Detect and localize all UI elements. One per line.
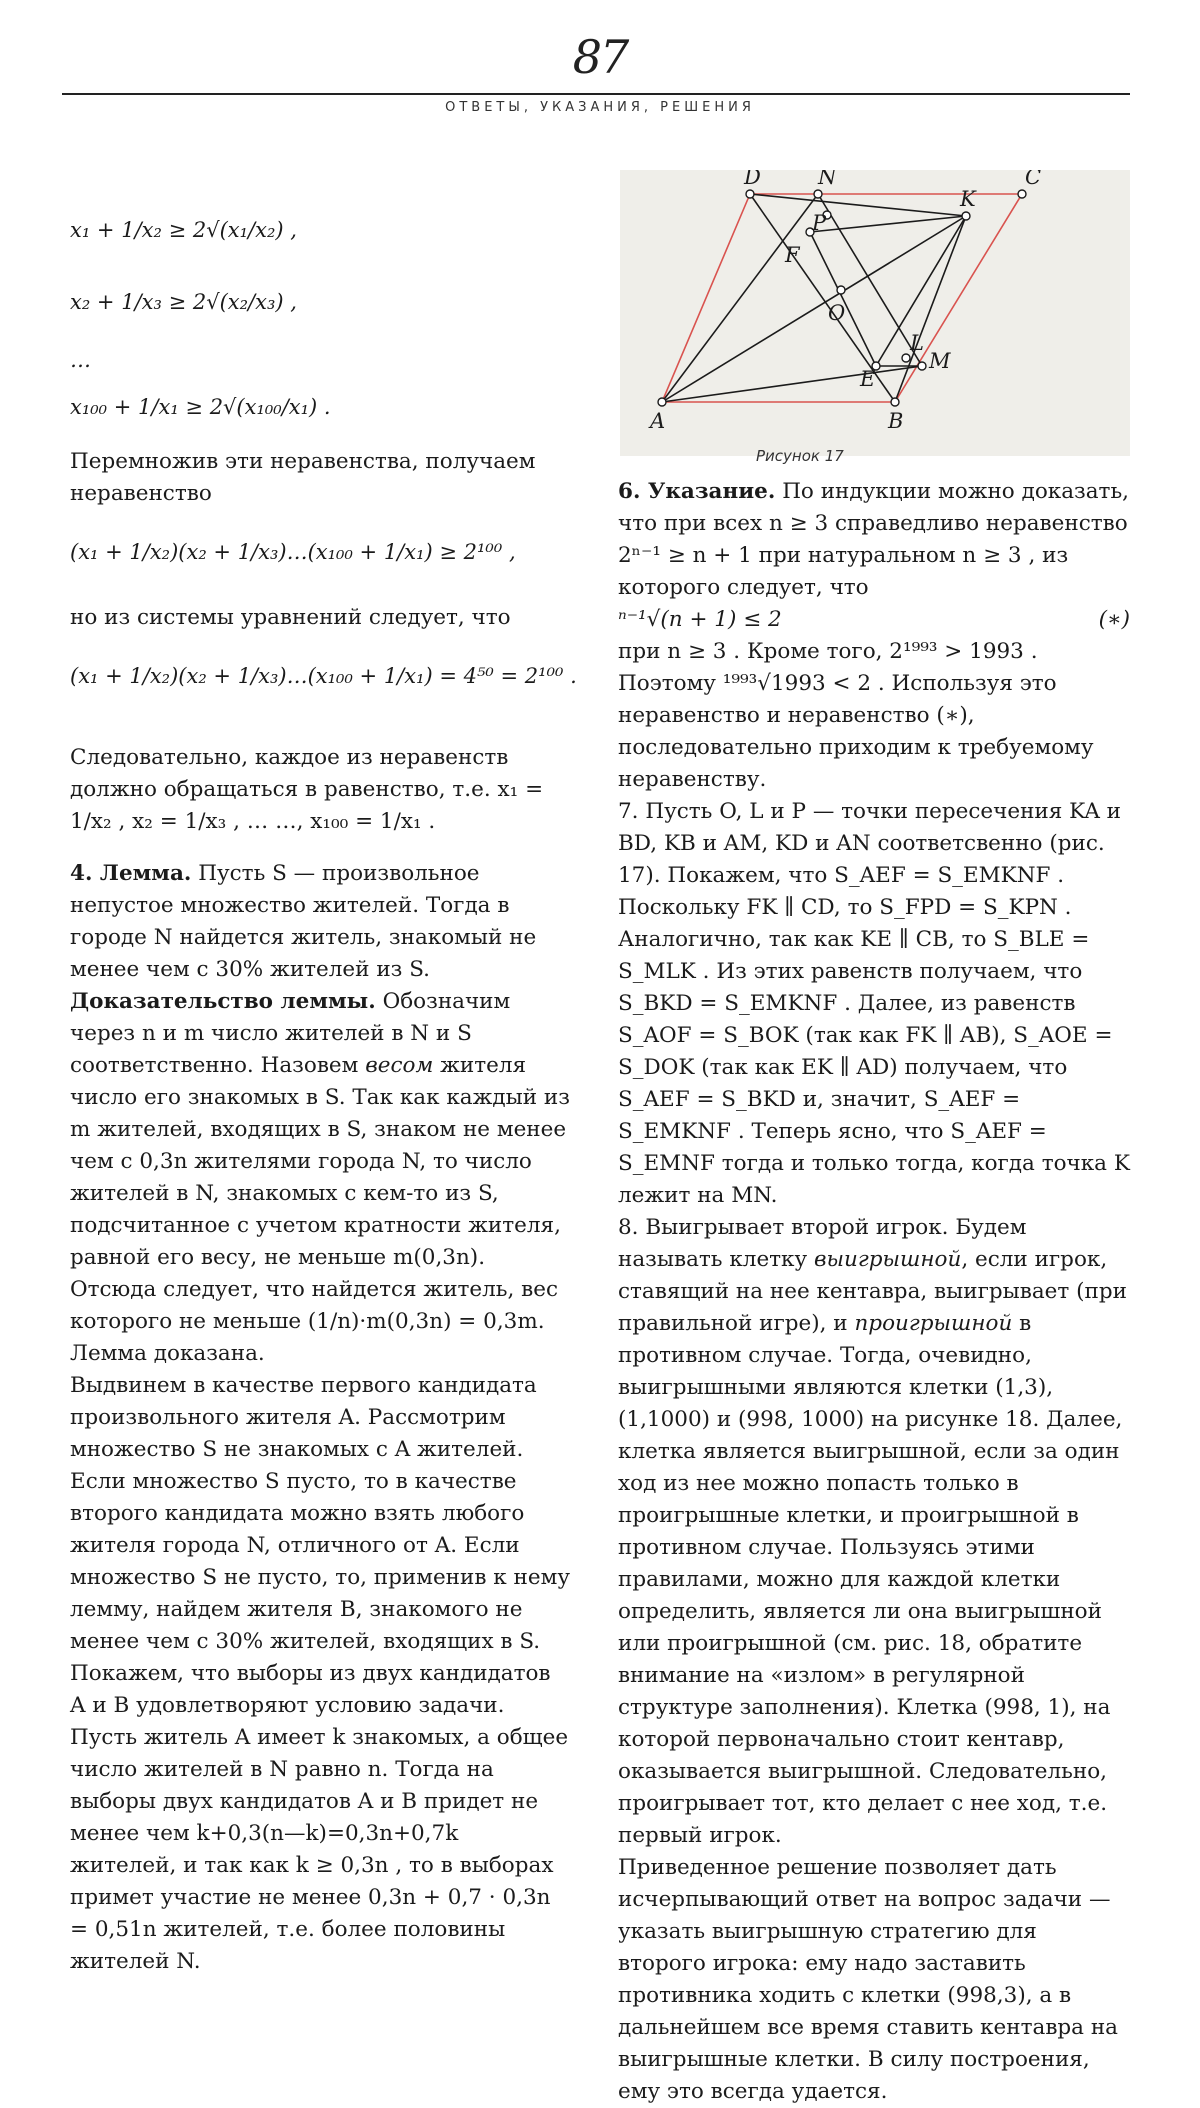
label-k: K — [960, 187, 976, 211]
text: но из системы уравнений следует, что — [70, 605, 511, 630]
proof-text: Обозначим через n и m число жителей в N и S соответственно. Назовем — [70, 989, 511, 1078]
label-p: P — [812, 211, 827, 235]
figure-caption: Рисунок 17 — [756, 447, 844, 465]
label-e: E — [860, 367, 876, 391]
paragraph-system — [70, 602, 570, 634]
proof-title: Доказательство леммы. — [70, 989, 376, 1014]
header-rule — [62, 93, 1130, 95]
point-l — [902, 354, 910, 362]
text: Следовательно, каждое из неравенств должно обращаться в равенство, т.е. x₁ = 1/x₂ , x₂ = 1/x₃ , … …, x₁₀₀ = 1/x₁ . — [70, 745, 544, 834]
proof-text: жителя число его знакомых в S. Так как каждый из m жителей, входящих в S, знаком не менее чем с 0,3n жителями города N, то число жителей в N, знакомых с кем-то из S, подсчитанное с учетом кратности жителя, равной его весу, не меньше m(0,3n). Отсюда следует, что найдется житель, вес которого не меньше (1/n)·m(0,3n) = 0,3m. Лемма доказана. — [70, 1053, 570, 1366]
text: Перемножив эти неравенства, получаем неравенство — [70, 449, 536, 506]
geometry-diagram — [620, 170, 1130, 456]
paragraph-multiply — [70, 446, 570, 510]
item-8-losing-term: проигрышной — [854, 1311, 1013, 1336]
item-6-text-2: при n ≥ 3 . Кроме того, 2¹⁹⁹³ > 1993 . Поэтому ¹⁹⁹³√1993 < 2 . Используя это неравенство и неравенство (∗), последовательно приходим к требуемому неравенству. — [618, 639, 1094, 792]
point-m — [918, 362, 926, 370]
point-d — [746, 190, 754, 198]
item-8-final: Приведенное решение позволяет дать исчерпывающий ответ на вопрос задачи — указать выигрышную стратегию для второго игрока: ему надо заставить противника ходить с клетки (998,3), а в дальнейшем все время ставить кентавра на выигрышные клетки. В силу построения, ему это всегда удается. — [618, 1855, 1118, 2104]
label-o: O — [828, 301, 846, 325]
segment-an — [662, 194, 818, 402]
item-8-text: , если игрок, ставящий на нее кентавра, выигрывает (при правильной игре), и — [618, 1247, 1127, 1336]
label-b: B — [888, 409, 904, 433]
item-8-winning-term: выигрышной — [813, 1247, 962, 1272]
point-a — [658, 398, 666, 406]
item-8-text: 8. Выигрывает второй игрок. Будем называть клетку — [618, 1215, 1027, 1272]
product-equality: (x₁ + 1/x₂)(x₂ + 1/x₃)…(x₁₀₀ + 1/x₁) = 4⁵⁰ = 2¹⁰⁰ . — [70, 664, 577, 688]
item-8-text: в противном случае. Тогда, очевидно, выигрышными являются клетки (1,3), (1,1000) и (998, 1000) на рисунке 18. Далее, клетка является выигрышной, если за один ход из нее можно попасть только в проигрышные клетки, и проигрышной в противном случае. Пользуясь этими правилами, можно для каждой клетки определить, является ли она выигрышной или проигрышной (см. рис. 18, обратите внимание на «излом» в регулярной структуре заполнения). Клетка (998, 1), на которой первоначально стоит кентавр, оказывается выигрышной. Следовательно, проигрывает тот, кто делает с нее ход, т.е. первый игрок. — [618, 1311, 1123, 1848]
item-6-text: По индукции можно доказать, что при всех n ≥ 3 справедливо неравенство 2ⁿ⁻¹ ≥ n + 1 при натуральном n ≥ 3 , из которого следует, что — [618, 479, 1129, 600]
page-number: 87 — [572, 30, 628, 84]
lemma-block — [70, 858, 570, 1978]
lemma-text: Пусть S — произвольное непустое множество жителей. Тогда в городе N найдется житель, знакомый не менее чем с 30% жителей из S. — [70, 861, 537, 982]
segment-ak — [662, 216, 966, 402]
label-d: D — [744, 170, 761, 189]
segment-fe — [810, 232, 876, 366]
label-f: F — [785, 243, 800, 267]
product-inequality: (x₁ + 1/x₂)(x₂ + 1/x₃)…(x₁₀₀ + 1/x₁) ≥ 2¹⁰⁰ , — [70, 540, 516, 564]
paragraph-candidates: Выдвинем в качестве первого кандидата произвольного жителя A. Рассмотрим множество S не знакомых с A жителей. Если множество S пусто, то в качестве второго кандидата можно взять любого жителя города N, отличного от A. Если множество S не пусто, то, применив к нему лемму, найдем жителя B, знакомого не менее чем с 30% жителей, входящих в S. Покажем, что выборы из двух кандидатов A и B удовлетворяют условию задачи. — [70, 1373, 570, 1718]
item-6-star: (∗) — [1098, 607, 1130, 632]
inequality-line: x₁ + 1/x₂ ≥ 2√(x₁/x₂) , — [70, 218, 297, 242]
right-column — [618, 476, 1130, 2108]
label-n: N — [818, 170, 837, 189]
paragraph-consequently — [70, 742, 570, 838]
item-6-formula: ⁿ⁻¹√(n + 1) ≤ 2 — [618, 607, 782, 632]
label-m: M — [929, 349, 951, 373]
point-b — [891, 398, 899, 406]
figure-17 — [620, 170, 1130, 456]
inequality-ellipsis: … — [70, 348, 91, 372]
proof-weight-term: весом — [365, 1053, 434, 1078]
label-a: A — [650, 409, 666, 433]
inequality-line: x₂ + 1/x₃ ≥ 2√(x₂/x₃) , — [70, 290, 297, 314]
point-c — [1018, 190, 1026, 198]
item-6-formula-line — [618, 604, 1130, 636]
segment-dk — [750, 194, 966, 216]
label-c: C — [1025, 170, 1042, 189]
lemma-title: 4. Лемма. — [70, 861, 192, 886]
item-7: 7. Пусть O, L и P — точки пересечения KA и BD, KB и AM, KD и AN соответсвенно (рис. 17). Покажем, что S_AEF = S_EMKNF . Поскольку FK ∥ CD, то S_FPD = S_KPN . Аналогично, так как KE ∥ CB, то S_BLE = S_MLK . Из этих равенств получаем, что S_BKD = S_EMKNF . Далее, из равенств S_AOF = S_BOK (так как FK ∥ AB), S_AOE = S_DOK (так как EK ∥ AD) получаем, что S_AEF = S_BKD и, значит, S_AEF = S_EMKNF . Теперь ясно, что S_AEF = S_EMNF тогда и только тогда, когда точка K лежит на MN. — [618, 799, 1130, 1208]
point-o — [837, 286, 845, 294]
inequality-line: x₁₀₀ + 1/x₁ ≥ 2√(x₁₀₀/x₁) . — [70, 395, 331, 419]
point-k — [962, 212, 970, 220]
label-l: L — [910, 331, 924, 355]
paragraph-final: Пусть житель A имеет k знакомых, а общее число жителей в N равно n. Тогда на выборы двух кандидатов A и B придет не менее чем k+0,3(n—k)=0,3n+0,7k жителей, и так как k ≥ 0,3n , то в выборах примет участие не менее 0,3n + 0,7 · 0,3n = 0,51n жителей, т.е. более половины жителей N. — [70, 1725, 569, 1974]
segment-kb — [895, 216, 966, 402]
point-n — [814, 190, 822, 198]
running-head: ОТВЕТЫ, УКАЗАНИЯ, РЕШЕНИЯ — [445, 100, 755, 115]
item-6-title: 6. Указание. — [618, 479, 776, 504]
